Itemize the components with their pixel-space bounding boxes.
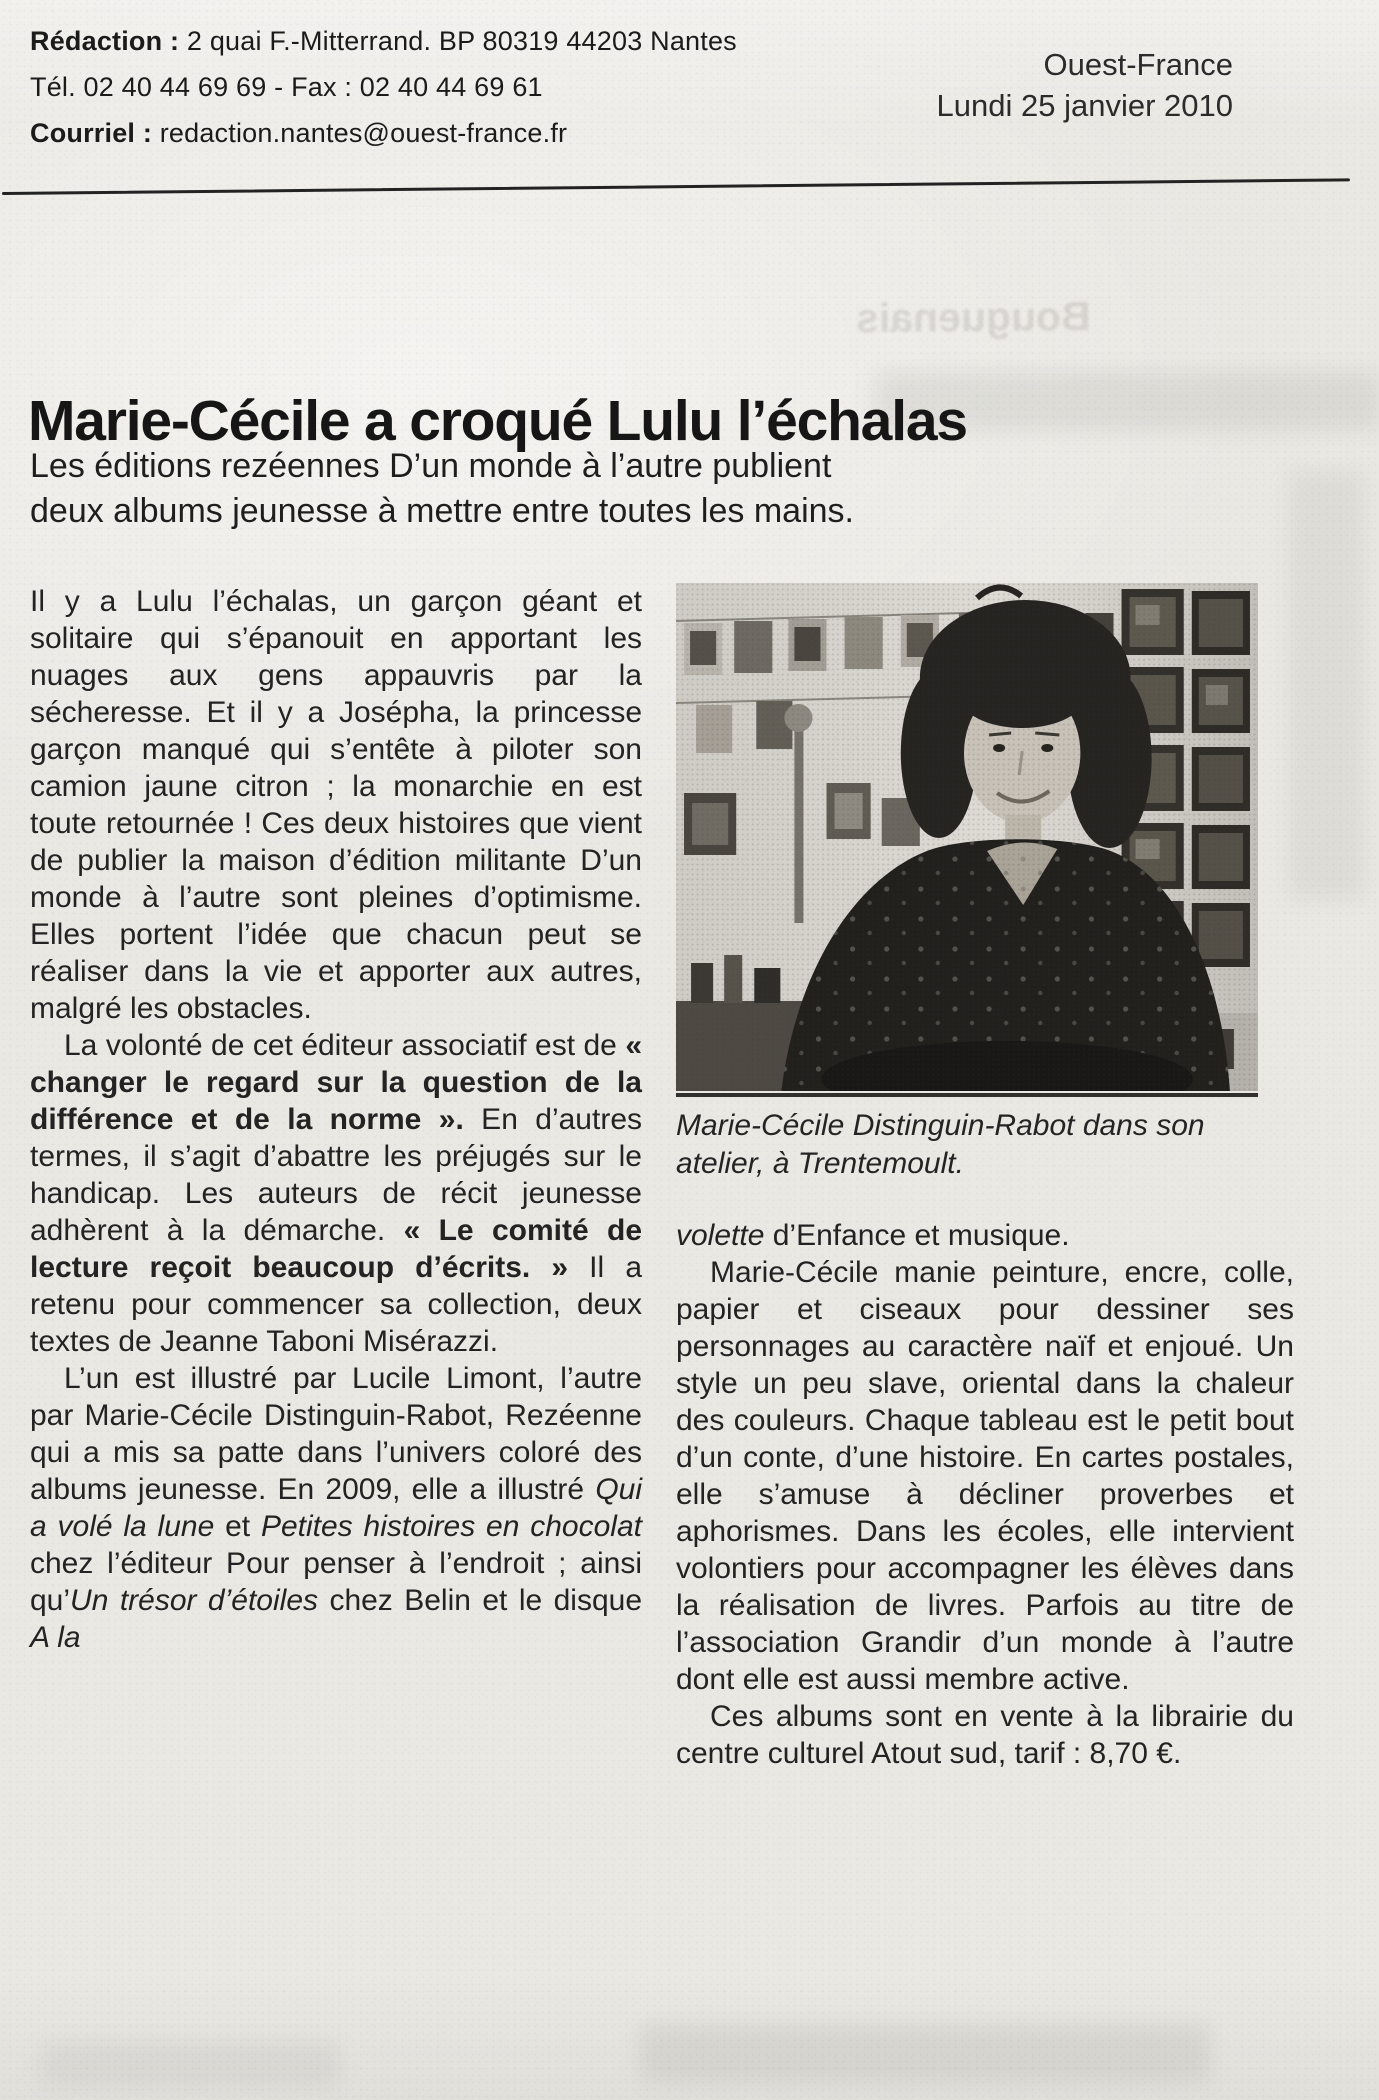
text-run: chez l’éditeur Pour penser à l’endroit ; ainsi qu’ [30,1547,642,1617]
email-label: Courriel : [30,118,153,148]
printthrough-ghost-blob [640,2024,1210,2082]
text-run: chez Belin et le disque [318,1584,642,1617]
masthead-separator-rule [2,178,1350,195]
redaction-label: Rédaction : [30,26,180,56]
text-run: Marie-Cécile manie peinture, encre, colle, papier et ciseaux pour dessiner ses personnages au caractère naïf et enjoué. Un style un peu slave, oriental dans la chaleur des couleurs. Chaque tableau est le petit bout d’un conte, d’une histoire. En cartes postales, elle s’amuse à décliner proverbes et aphorismes. Dans les écoles, elle intervient volontiers pour accompagner les élèves dans la réalisation de livres. Parfois au titre de l’association Grandir d’un monde à l’autre dont elle est aussi membre active. [676,1256,1294,1696]
article-right-column [676,583,1294,1772]
article-paragraph [30,1360,642,1656]
text-run: et [214,1510,261,1543]
text-run: Il y a Lulu l’échalas, un garçon géant et solitaire qui s’épanouit en apportant les nuages aux gens appauvris par la sécheresse. Et il y a Josépha, la princesse garçon manqué qui s’entête à piloter son camion jaune citron ; la monarchie en est toute retournée ! Ces deux histoires que vient de publier la maison d’édition militante D’un monde à l’autre sont pleines d’optimisme. Elles portent l’idée que chacun peut se réaliser dans la vie et apporter aux autres, malgré les obstacles. [30,585,642,1025]
subhead-line: deux albums jeunesse à mettre entre toutes les mains. [30,492,854,530]
text-run: La volonté de cet éditeur associatif est de [64,1029,626,1062]
text-run: Qui a volé la lune [30,1473,642,1543]
email-address: redaction.nantes@ouest-france.fr [159,118,568,148]
masthead-edition-block [937,44,1233,126]
email-line [30,110,737,156]
text-run: volette [676,1219,765,1252]
printthrough-ghost-text: Bouguenais [855,292,1091,342]
text-run: Ces albums sont en vente à la librairie du centre culturel Atout sud, tarif : 8,70 €. [676,1700,1294,1770]
text-run: « changer le regard sur la question de la différence et de la norme ». [30,1029,642,1136]
text-run: Il a retenu pour commencer sa collection, deux textes de Jeanne Taboni Misérazzi. [30,1251,643,1358]
right-column-paragraphs [676,1217,1294,1772]
article-left-column [30,583,642,1656]
text-run: « Le comité de lecture reçoit beaucoup d’écrits. » [30,1214,643,1284]
text-run: En d’autres termes, il s’agit d’abattre les préjugés sur le handicap. Les auteurs de récit jeunesse adhèrent à la démarche. [30,1103,642,1247]
text-run: L’un est illustré par Lucile Limont, l’autre par Marie-Cécile Distinguin-Rabot, Rezéenne qui a mis sa patte dans l’univers coloré des albums jeunesse. En 2009, elle a illustré [30,1362,642,1506]
text-run: d’Enfance et musique. [764,1219,1070,1252]
printthrough-ghost-blob [40,2042,340,2086]
article-paragraph [30,1027,642,1360]
article-paragraph [30,583,642,1027]
newspaper-name: Ouest-France [1043,47,1233,82]
photo-illustration [676,583,1258,1091]
text-run: Un trésor d’étoiles [70,1584,319,1617]
masthead-contact-block [30,18,737,156]
left-column-paragraphs [30,583,642,1656]
article-paragraph [676,1254,1294,1698]
subhead-line: Les éditions rezéennes D’un monde à l’autre publient [30,447,832,485]
photo-caption: Marie-Cécile Distinguin-Rabot dans son atelier, à Trentemoult. [676,1109,1205,1180]
photo-bottom-rule [676,1093,1258,1097]
article-paragraph [676,1217,1294,1254]
article-subhead [30,444,854,534]
redaction-address-line [30,18,737,64]
text-run: A la [30,1621,81,1654]
redaction-address: 2 quai F.-Mitterrand. BP 80319 44203 Nantes [186,26,737,56]
text-run: Petites histoires en chocolat [260,1510,642,1543]
article-paragraph [676,1698,1294,1772]
issue-date: Lundi 25 janvier 2010 [936,88,1233,123]
article-headline: Marie-Cécile a croqué Lulu l’échalas [28,389,967,454]
photo [676,583,1258,1091]
printthrough-ghost-blob [1288,470,1366,900]
phone-fax-line: Tél. 02 40 44 69 69 - Fax : 02 40 44 69 61 [30,72,543,102]
